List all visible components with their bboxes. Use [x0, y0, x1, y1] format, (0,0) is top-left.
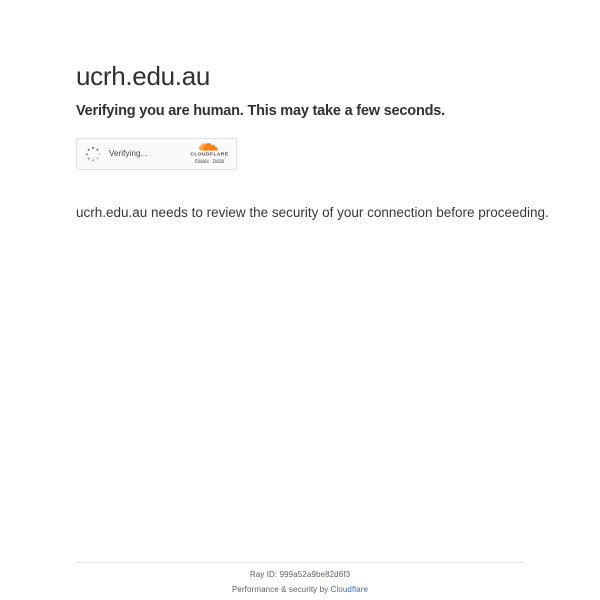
- cloudflare-wordmark: CLOUDFLARE: [190, 151, 229, 157]
- main-content: [76, 62, 600, 220]
- spinner-icon: [85, 146, 101, 162]
- credit-line: [76, 585, 524, 594]
- terms-link[interactable]: Terms: [212, 157, 225, 163]
- link-separator: ·: [210, 157, 212, 163]
- cloudflare-cloud-icon: [198, 142, 221, 152]
- credit-text: Performance & security by: [231, 585, 329, 594]
- security-review-text: ucrh.edu.au needs to review the security of your connection before proceeding.: [76, 204, 549, 220]
- cloudflare-link[interactable]: Cloudflare: [330, 585, 369, 594]
- widget-legal-links: [195, 158, 224, 164]
- ray-id-line: [76, 570, 524, 579]
- verifying-subtitle: Verifying you are human. This may take a few seconds.: [76, 102, 445, 119]
- page-title: ucrh.edu.au: [76, 61, 211, 91]
- verifying-status-label: Verifying...: [109, 149, 148, 159]
- turnstile-widget[interactable]: [76, 138, 237, 170]
- cloudflare-brand: [186, 142, 233, 166]
- ray-id-label: Ray ID:: [249, 570, 278, 579]
- verify-status-group: [85, 146, 148, 162]
- footer: [76, 562, 524, 594]
- ray-id-value: 999a52a9be82d6f3: [279, 570, 351, 579]
- privacy-link[interactable]: Privacy: [194, 157, 209, 163]
